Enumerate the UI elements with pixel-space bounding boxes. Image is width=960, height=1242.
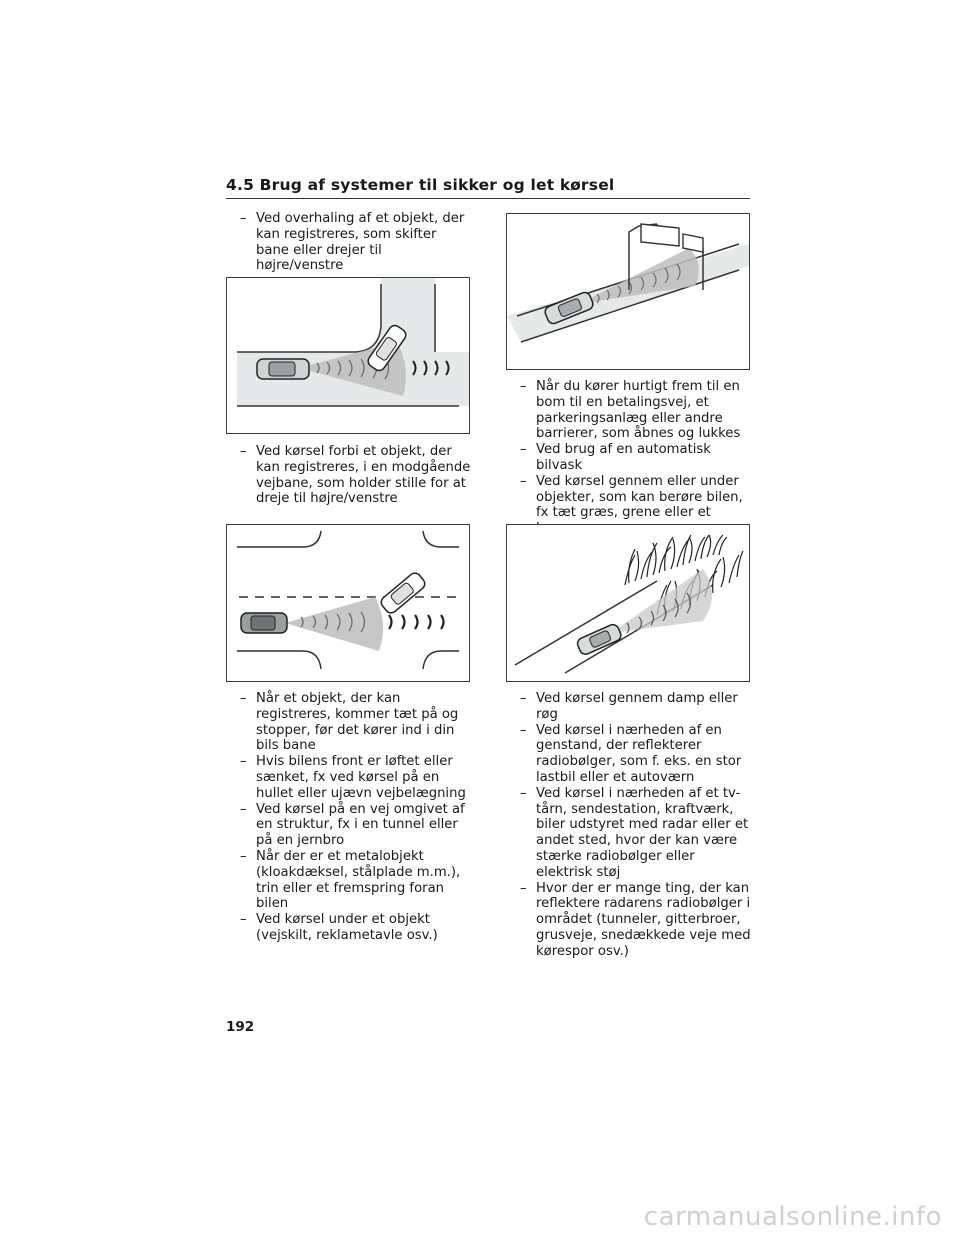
bullet-dash: – bbox=[520, 785, 527, 801]
figure-toll-barrier bbox=[506, 213, 750, 370]
bullet-text: Ved kørsel under et objekt (vejskilt, reklametavle osv.) bbox=[256, 912, 438, 943]
dense-grass-illustration bbox=[507, 525, 749, 681]
bullet-dash: – bbox=[240, 848, 247, 864]
bullet-item bbox=[520, 379, 752, 442]
bullet-dash: – bbox=[520, 379, 527, 394]
section-rule bbox=[226, 198, 750, 199]
left-text-block-1 bbox=[240, 211, 472, 274]
bullet-text: Når et objekt, der kan registreres, kommer tæt på og stopper, før det kører ind i din bils bane bbox=[256, 691, 459, 754]
bullet-text: Ved kørsel i nærheden af en genstand, der reflekterer radiobølger, som f. eks. en stor lastbil eller et autoværn bbox=[536, 722, 742, 785]
bullet-item bbox=[520, 442, 752, 474]
bullet-text: Hvor der er mange ting, der kan reflektere radarens radiobølger i området (tunneler, gitterbroer, grusveje, snedækkede veje med kørespor osv.) bbox=[536, 880, 751, 959]
bullet-item bbox=[240, 754, 474, 801]
toll-barrier-illustration bbox=[507, 214, 749, 369]
bullet-item bbox=[240, 802, 474, 849]
section-title: 4.5 Brug af systemer til sikker og let kørsel bbox=[226, 176, 615, 194]
bullet-item bbox=[240, 444, 472, 507]
bullet-text: Ved kørsel gennem damp eller røg bbox=[536, 691, 738, 722]
bullet-dash: – bbox=[520, 691, 527, 706]
bullet-dash: – bbox=[520, 442, 527, 458]
right-text-block-1 bbox=[520, 379, 752, 537]
oncoming-car-illustration bbox=[227, 525, 469, 681]
bullet-dash: – bbox=[240, 211, 247, 226]
bullet-text: Ved kørsel i nærheden af et tv-tårn, sendestation, kraftværk, biler udstyret med radar eller et andet sted, hvor der kan være stærke radiobølger eller elektrisk støj bbox=[536, 785, 749, 880]
bullet-dash: – bbox=[240, 691, 247, 706]
figure-oncoming-car bbox=[226, 524, 470, 682]
ego-car-icon bbox=[241, 613, 287, 633]
bullet-text: Ved overhaling af et objekt, der kan registreres, som skifter bane eller drejer til højre/venstre bbox=[256, 211, 465, 274]
bullet-text: Ved brug af en automatisk bilvask bbox=[536, 442, 711, 473]
watermark: carmanualsonline.info bbox=[643, 1202, 942, 1232]
bullet-dash: – bbox=[240, 754, 247, 770]
bullet-item bbox=[240, 849, 474, 912]
bullet-dash: – bbox=[520, 473, 527, 489]
bullet-text: Når du kører hurtigt frem til en bom til en betalingsvej, et parkeringsanlæg eller andre barrierer, som åbnes og lukkes bbox=[536, 379, 741, 442]
bullet-text: Ved kørsel forbi et objekt, der kan registreres, i en modgående vejbane, som holder stille for at dreje til højre/venstre bbox=[256, 444, 471, 507]
bullet-item bbox=[520, 786, 754, 881]
bullet-dash: – bbox=[240, 801, 247, 817]
left-text-block-2 bbox=[240, 444, 472, 507]
ego-car-icon bbox=[257, 359, 309, 379]
bullet-item bbox=[240, 691, 474, 754]
bullet-item bbox=[240, 211, 472, 274]
bullet-text: Ved kørsel gennem eller under objekter, som kan berøre bilen, fx tæt græs, grene eller et bbox=[536, 473, 743, 521]
turning-car-illustration bbox=[227, 278, 469, 433]
bullet-item bbox=[520, 691, 754, 723]
bullet-dash: – bbox=[240, 912, 247, 928]
bullet-text: Hvis bilens front er løftet eller sænket, fx ved kørsel på en hullet eller ujævn vejbelægning bbox=[256, 754, 466, 801]
bullet-item bbox=[520, 723, 754, 786]
figure-dense-grass bbox=[506, 524, 750, 682]
bullet-item bbox=[240, 912, 474, 944]
bullet-text: Når der er et metalobjekt (kloakdæksel, stålplade m.m.), trin eller et fremspring foran bilen bbox=[256, 848, 461, 912]
bullet-text: Ved kørsel på en vej omgivet af en struktur, fx i en tunnel eller på en jernbro bbox=[256, 801, 465, 849]
bullet-dash: – bbox=[240, 444, 247, 459]
bullet-item bbox=[520, 881, 754, 960]
bullet-dash: – bbox=[520, 880, 527, 896]
left-text-block-3 bbox=[240, 691, 474, 944]
figure-turning-car bbox=[226, 277, 470, 434]
right-text-block-2 bbox=[520, 691, 754, 960]
page-number: 192 bbox=[226, 1019, 255, 1035]
bullet-dash: – bbox=[520, 722, 527, 738]
